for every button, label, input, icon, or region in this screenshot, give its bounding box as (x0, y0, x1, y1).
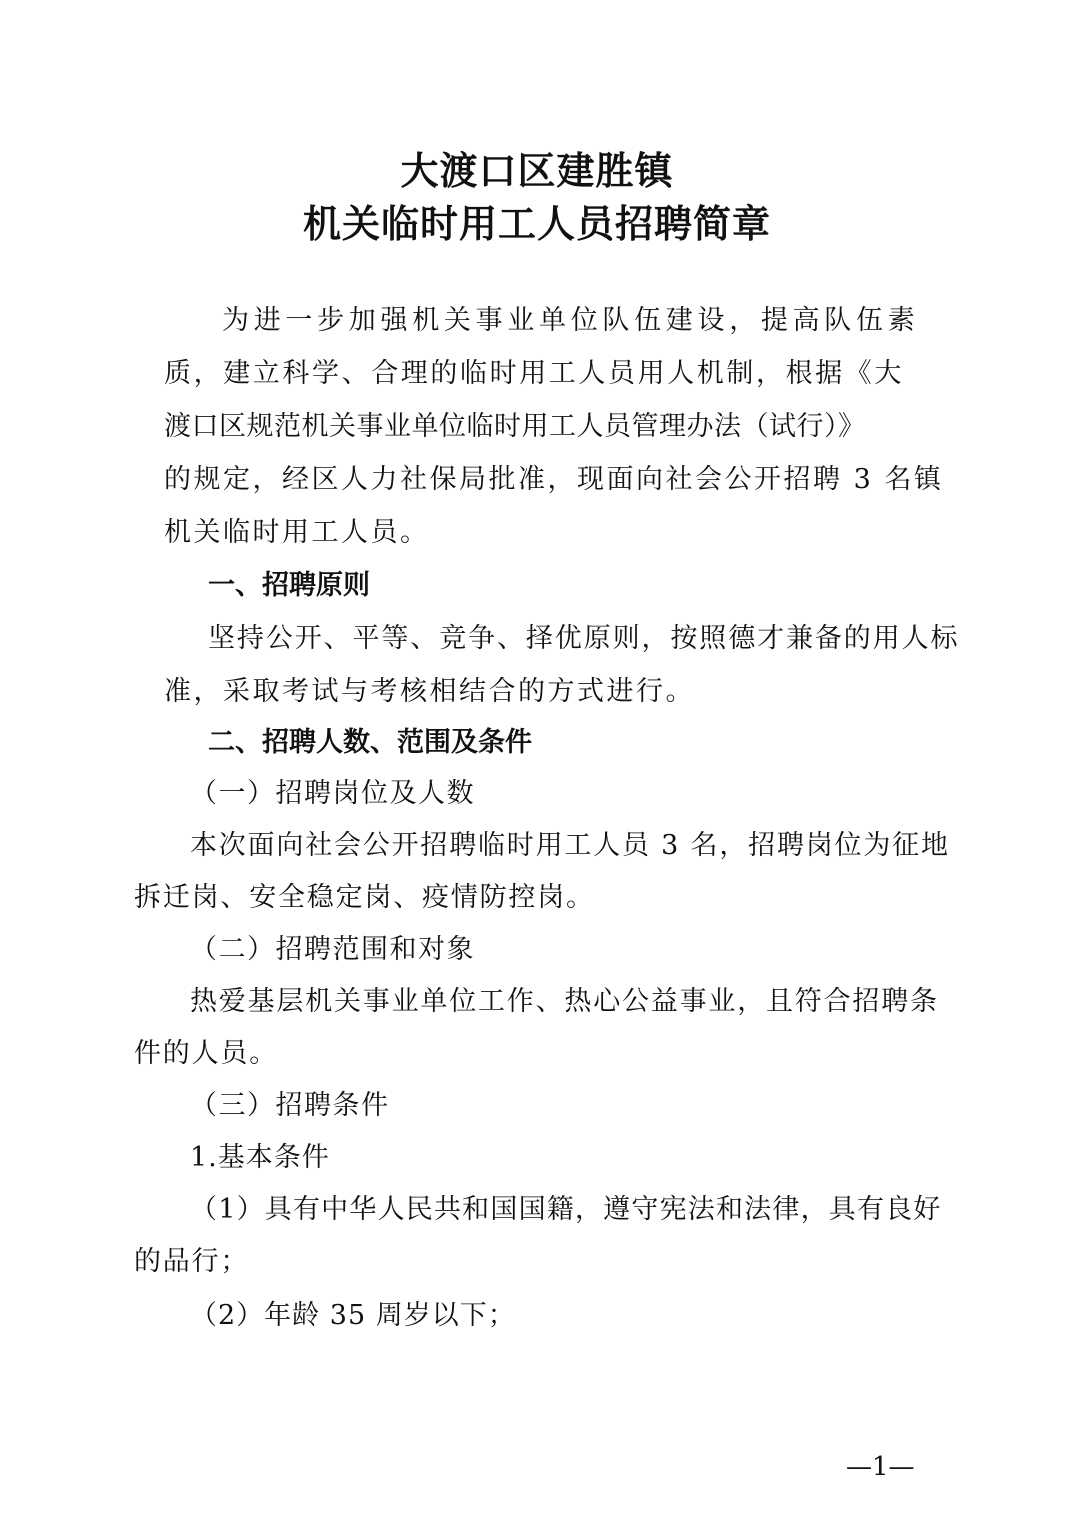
section-1-heading: 一、招聘原则 (208, 570, 370, 601)
intro-line-2: 质，建立科学、合理的临时用工人员用人机制，根据《大 (164, 358, 904, 389)
sub-1-line-1: 本次面向社会公开招聘临时用工人员 3 名，招聘岗位为征地 (190, 830, 950, 861)
cond-1-line-1: （1）具有中华人民共和国国籍，遵守宪法和法律，具有良好 (190, 1194, 942, 1225)
sub-2-line-1: 热爱基层机关事业单位工作、热心公益事业，且符合招聘条 (190, 986, 939, 1017)
section-1-line-1: 坚持公开、平等、竞争、择优原则，按照德才兼备的用人标 (208, 623, 960, 654)
sub-1-heading: （一）招聘岗位及人数 (190, 778, 475, 809)
sub-3-item-1: 1.基本条件 (190, 1142, 330, 1173)
section-2-heading: 二、招聘人数、范围及条件 (208, 727, 532, 758)
title-line-2: 机关临时用工人员招聘简章 (302, 202, 771, 246)
cond-1-line-2: 的品行； (134, 1246, 250, 1277)
sub-1-line-2: 拆迁岗、安全稳定岗、疫情防控岗。 (134, 882, 595, 913)
intro-line-5: 机关临时用工人员。 (164, 517, 430, 548)
section-1-line-2: 准，采取考试与考核相结合的方式进行。 (164, 676, 695, 707)
sub-2-line-2: 件的人员。 (134, 1038, 278, 1069)
sub-2-heading: （二）招聘范围和对象 (190, 934, 475, 965)
intro-line-4: 的规定，经区人力社保局批准，现面向社会公开招聘 3 名镇 (164, 464, 944, 495)
page-number: —1— (846, 1452, 915, 1482)
cond-2-line: （2）年龄 35 周岁以下； (190, 1300, 516, 1331)
title-line-1: 大渡口区建胜镇 (400, 149, 674, 193)
intro-line-1: 为进一步加强机关事业单位队伍建设，提高队伍素 (222, 305, 920, 336)
sub-3-heading: （三）招聘条件 (190, 1090, 390, 1121)
intro-line-3: 渡口区规范机关事业单位临时用工人员管理办法（试行）》 (164, 411, 866, 442)
